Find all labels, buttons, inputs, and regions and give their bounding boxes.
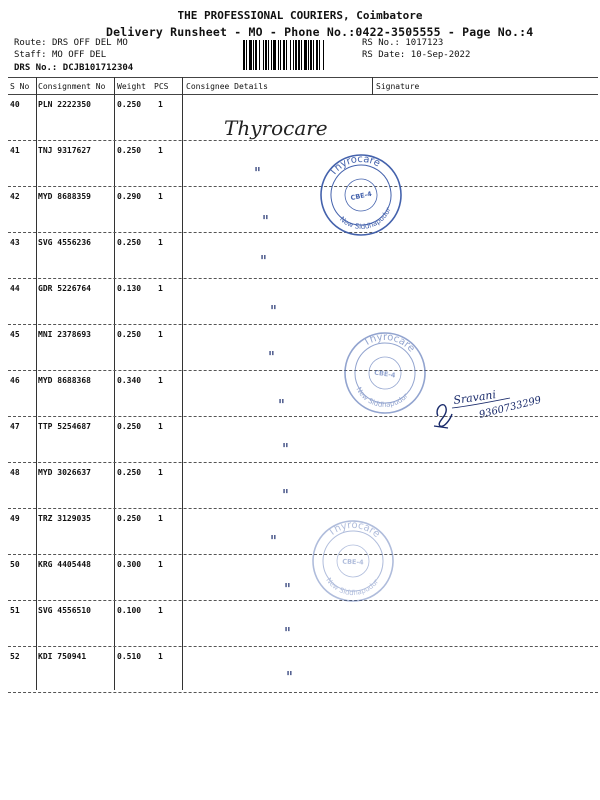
row-consignee-handwriting: " <box>278 396 285 414</box>
row-weight: 0.290 <box>117 192 142 201</box>
route-label: Route: <box>14 38 47 48</box>
row-consignment-no: SVG 4556236 <box>38 238 91 247</box>
row-divider <box>8 232 598 233</box>
row-consignment-no: GDR 5226764 <box>38 284 91 293</box>
table-top-rule <box>8 77 598 78</box>
row-divider <box>8 600 598 601</box>
row-sno: 40 <box>10 100 20 109</box>
row-sno: 49 <box>10 514 20 523</box>
row-divider <box>8 692 598 693</box>
row-divider <box>8 554 598 555</box>
row-pcs: 1 <box>158 376 163 385</box>
row-weight: 0.100 <box>117 606 142 615</box>
row-weight: 0.510 <box>117 652 142 661</box>
row-consignment-no: MYD 8688359 <box>38 192 91 201</box>
column-divider <box>114 77 115 690</box>
row-pcs: 1 <box>158 284 163 293</box>
rs-no-value: 1017123 <box>405 38 444 48</box>
rs-no-line <box>362 38 443 48</box>
row-consignee-handwriting: " <box>286 668 293 686</box>
handwritten-signature <box>430 378 560 438</box>
row-consignee-handwriting: " <box>284 580 291 598</box>
signature-name: Sravani <box>452 388 497 407</box>
stamp-bottom-text: New Siddhapudur <box>338 206 393 231</box>
row-consignment-no: PLN 2222350 <box>38 100 91 109</box>
table-head-rule <box>8 94 598 95</box>
row-pcs: 1 <box>158 652 163 661</box>
row-consignment-no: TRZ 3129035 <box>38 514 91 523</box>
row-sno: 50 <box>10 560 20 569</box>
row-consignment-no: KRG 4405448 <box>38 560 91 569</box>
drs-line <box>14 63 133 73</box>
row-consignee-handwriting: " <box>254 164 261 182</box>
stamp-center-text: CBE-4 <box>342 557 364 567</box>
row-divider <box>8 140 598 141</box>
row-consignee-handwriting: " <box>282 486 289 504</box>
row-sno: 48 <box>10 468 20 477</box>
col-consignee: Consignee Details <box>186 82 268 91</box>
row-pcs: 1 <box>158 146 163 155</box>
row-consignee-handwriting: " <box>270 532 277 550</box>
row-consignee-handwriting: " <box>268 348 275 366</box>
col-signature: Signature <box>376 82 420 91</box>
row-weight: 0.250 <box>117 100 142 109</box>
row-weight: 0.250 <box>117 146 142 155</box>
col-sno: S No <box>10 82 30 91</box>
staff-value: MO OFF DEL <box>51 50 107 60</box>
stamp-top-text: Thyrocare <box>326 519 382 541</box>
row-pcs: 1 <box>158 100 163 109</box>
row-sno: 42 <box>10 192 20 201</box>
row-divider <box>8 186 598 187</box>
stamp-top-text: Thyrocare <box>361 331 417 355</box>
col-weight: Weight <box>117 82 146 91</box>
row-consignee-handwriting: " <box>282 440 289 458</box>
row-consignee-handwriting: " <box>262 212 269 230</box>
signature-number: 9360733299 <box>478 394 543 421</box>
row-consignee-handwriting: " <box>284 624 291 642</box>
row-consignment-no: MNI 2378693 <box>38 330 91 339</box>
row-consignment-no: MYD 3026637 <box>38 468 91 477</box>
row-sno: 41 <box>10 146 20 155</box>
row-consignment-no: MYD 8688368 <box>38 376 91 385</box>
row-weight: 0.250 <box>117 468 142 477</box>
row-pcs: 1 <box>158 560 163 569</box>
drs-label: DRS No.: <box>14 63 58 73</box>
row-divider <box>8 370 598 371</box>
rs-no-label: RS No.: <box>362 38 400 48</box>
row-consignee-handwriting: " <box>260 252 267 270</box>
staff-line <box>14 50 106 60</box>
row-sno: 52 <box>10 652 20 661</box>
row-sno: 46 <box>10 376 20 385</box>
row-divider <box>8 324 598 325</box>
row-sno: 44 <box>10 284 20 293</box>
row-pcs: 1 <box>158 468 163 477</box>
stamp-top-text: Thyrocare <box>327 153 382 179</box>
drs-value: DCJB101712304 <box>62 63 134 73</box>
row-consignment-no: TTP 5254687 <box>38 422 91 431</box>
column-divider <box>372 77 373 95</box>
row-pcs: 1 <box>158 422 163 431</box>
row-sno: 45 <box>10 330 20 339</box>
col-consignment: Consignment No <box>38 82 106 91</box>
row-weight: 0.300 <box>117 560 142 569</box>
column-divider <box>182 77 183 690</box>
row-sno: 47 <box>10 422 20 431</box>
stamp-bottom-text: New Siddhapudur <box>354 385 410 409</box>
barcode <box>243 40 355 70</box>
row-sno: 51 <box>10 606 20 615</box>
row-weight: 0.130 <box>117 284 142 293</box>
row-consignee-handwriting: " <box>270 302 277 320</box>
rs-date-label: RS Date: <box>362 50 406 60</box>
row-divider <box>8 462 598 463</box>
company-title: THE PROFESSIONAL COURIERS, Coimbatore <box>177 9 423 22</box>
route-line <box>14 38 128 48</box>
row-weight: 0.250 <box>117 238 142 247</box>
stamp-center-text: CBE-4 <box>373 368 397 380</box>
row-weight: 0.250 <box>117 422 142 431</box>
company-stamp <box>310 518 396 604</box>
column-divider <box>36 77 37 690</box>
row-sno: 43 <box>10 238 20 247</box>
row-weight: 0.250 <box>117 514 142 523</box>
stamp-bottom-text: New Siddhapudur <box>324 576 381 598</box>
row-pcs: 1 <box>158 514 163 523</box>
row-weight: 0.340 <box>117 376 142 385</box>
row-pcs: 1 <box>158 606 163 615</box>
staff-label: Staff: <box>14 50 47 60</box>
company-stamp <box>342 330 428 416</box>
row-pcs: 1 <box>158 238 163 247</box>
rs-date-value: 10-Sep-2022 <box>410 50 471 60</box>
row-pcs: 1 <box>158 192 163 201</box>
row-consignee-handwriting: Thyrocare <box>224 116 328 140</box>
rs-date-line <box>362 50 470 60</box>
row-divider <box>8 646 598 647</box>
row-consignment-no: KDI 750941 <box>38 652 87 661</box>
row-consignment-no: SVG 4556510 <box>38 606 91 615</box>
route-value: DRS OFF DEL MO <box>51 38 128 48</box>
company-stamp <box>318 152 404 238</box>
runsheet-subtitle: Delivery Runsheet - MO - Phone No.:0422-3505555 - Page No.:4 <box>106 25 534 39</box>
stamp-center-text: CBE-4 <box>349 189 373 203</box>
row-consignment-no: TNJ 9317627 <box>38 146 91 155</box>
row-weight: 0.250 <box>117 330 142 339</box>
row-divider <box>8 278 598 279</box>
col-pcs: PCS <box>154 82 169 91</box>
row-divider <box>8 508 598 509</box>
row-pcs: 1 <box>158 330 163 339</box>
